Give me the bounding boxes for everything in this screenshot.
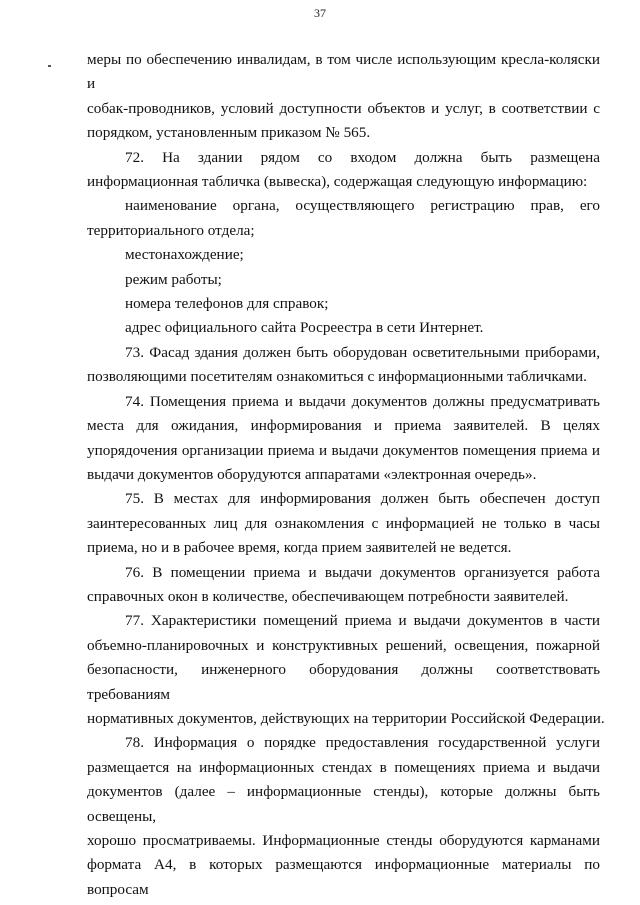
text-line: приема, но и в рабочее время, когда прием заявителей не ведется. — [87, 539, 512, 557]
text-line: собак-проводников, условий доступности объектов и услуг, в соответствии с — [87, 99, 600, 117]
text-line: места для ожидания, информирования и приема заявителей. В целях — [87, 417, 600, 435]
text-line: 75. В местах для информирования должен быть обеспечен доступ — [125, 490, 600, 508]
text-line: упорядочения организации приема и выдачи документов помещения приема и — [87, 441, 600, 459]
text-line: 74. Помещения приема и выдачи документов должны предусматривать — [125, 392, 600, 410]
text-line: объемно-планировочных и конструктивных решений, освещения, пожарной — [87, 636, 600, 654]
text-line: местонахождение; — [125, 246, 244, 264]
text-line: безопасности, инженерного оборудования должны соответствовать требованиям — [87, 661, 600, 703]
text-line: размещается на информационных стендах в помещениях приема и выдачи — [87, 758, 600, 776]
page-number: 37 — [314, 6, 326, 20]
text-line: заинтересованных лиц для ознакомления с информацией не только в часы — [87, 514, 600, 532]
text-line: формата А4, в которых размещаются информационные материалы по вопросам — [87, 856, 600, 898]
text-line: 77. Характеристики помещений приема и выдачи документов в части — [125, 612, 600, 630]
text-line: справочных окон в количестве, обеспечивающем потребности заявителей. — [87, 587, 569, 605]
text-line: адрес официального сайта Росреестра в сети Интернет. — [125, 319, 484, 337]
text-line: выдачи документов оборудуются аппаратами «электронная очередь». — [87, 465, 537, 483]
text-line: документов (далее – информационные стенды), которые должны быть освещены, — [87, 783, 600, 825]
text-line: нормативных документов, действующих на территории Российской Федерации. — [87, 709, 605, 727]
text-line: 76. В помещении приема и выдачи документов организуется работа — [125, 563, 600, 581]
text-line: 73. Фасад здания должен быть оборудован осветительными приборами, — [125, 343, 600, 361]
scan-artifact-dot — [48, 65, 51, 67]
document-body — [87, 48, 605, 902]
text-line: порядком, установленным приказом № 565. — [87, 124, 371, 142]
text-line: режим работы; — [125, 270, 222, 288]
text-line: 78. Информация о порядке предоставления государственной услуги — [125, 734, 600, 752]
text-line: 72. На здании рядом со входом должна быть размещена — [125, 148, 600, 166]
text-line: хорошо просматриваемы. Информационные стенды оборудуются карманами — [87, 832, 600, 849]
text-line: номера телефонов для справок; — [125, 295, 329, 313]
text-line: территориального отдела; — [87, 221, 255, 239]
text-line: информационная табличка (вывеска), содержащая следующую информацию: — [87, 173, 588, 191]
text-line: позволяющими посетителям ознакомиться с информационными табличками. — [87, 368, 587, 386]
text-line: наименование органа, осуществляющего регистрацию прав, его — [125, 197, 600, 215]
text-line: меры по обеспечению инвалидам, в том числе использующим кресла-коляски и — [87, 51, 600, 93]
